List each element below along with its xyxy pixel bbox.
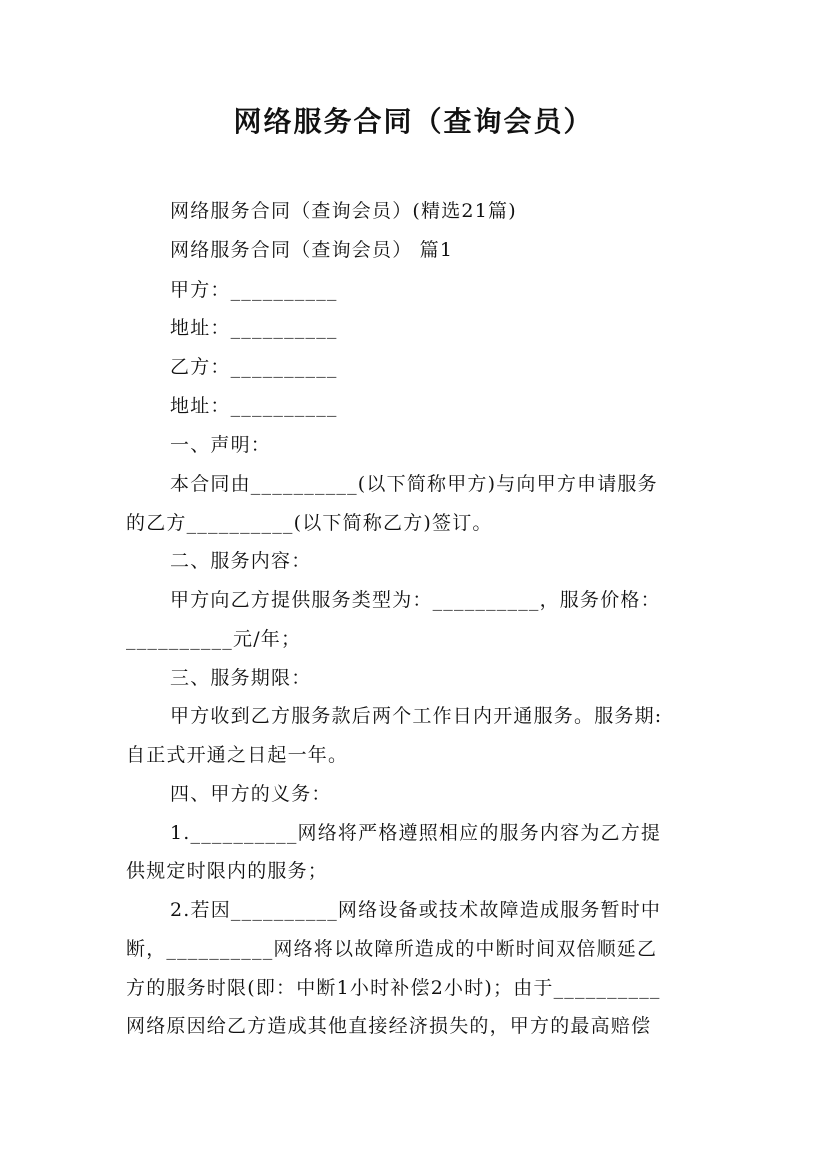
paragraph-line: 网络原因给乙方造成其他直接经济损失的，甲方的最高赔偿	[126, 1015, 652, 1037]
paragraph-line: 断，__________网络将以故障所造成的中断时间双倍顺延乙	[126, 938, 658, 960]
clause-heading-4: 四、甲方的义务：	[170, 783, 332, 805]
subtitle-line: 网络服务合同（查询会员）(精选21篇)	[170, 200, 517, 222]
paragraph-line: __________元/年；	[126, 628, 302, 650]
party-b-address-line: 地址：__________	[170, 395, 338, 417]
paragraph-line: 自正式开通之日起一年。	[126, 744, 349, 766]
paragraph-line: 2.若因__________网络设备或技术故障造成服务暂时中	[170, 899, 662, 921]
paragraph-line: 1.__________网络将严格遵照相应的服务内容为乙方提	[170, 822, 662, 844]
paragraph-line: 本合同由__________(以下简称甲方)与向甲方申请服务	[170, 473, 658, 495]
paragraph-line: 的乙方__________(以下简称乙方)签订。	[126, 512, 493, 534]
clause-heading-2: 二、服务内容：	[170, 550, 312, 572]
party-a-line: 甲方：__________	[170, 279, 338, 301]
paragraph-line: 供规定时限内的服务；	[126, 860, 329, 882]
party-a-address-line: 地址：__________	[170, 317, 338, 339]
document-title: 网络服务合同（查询会员）	[233, 105, 594, 138]
clause-heading-1: 一、声明：	[170, 434, 272, 456]
party-b-line: 乙方：__________	[170, 356, 338, 378]
paragraph-line: 方的服务时限(即：中断1小时补偿2小时)；由于__________	[126, 977, 661, 999]
paragraph-line: 甲方收到乙方服务款后两个工作日内开通服务。服务期:	[170, 705, 663, 727]
section-heading-line: 网络服务合同（查询会员） 篇1	[170, 239, 454, 261]
paragraph-line: 甲方向乙方提供服务类型为：__________，服务价格：	[170, 589, 661, 611]
clause-heading-3: 三、服务期限：	[170, 667, 312, 689]
